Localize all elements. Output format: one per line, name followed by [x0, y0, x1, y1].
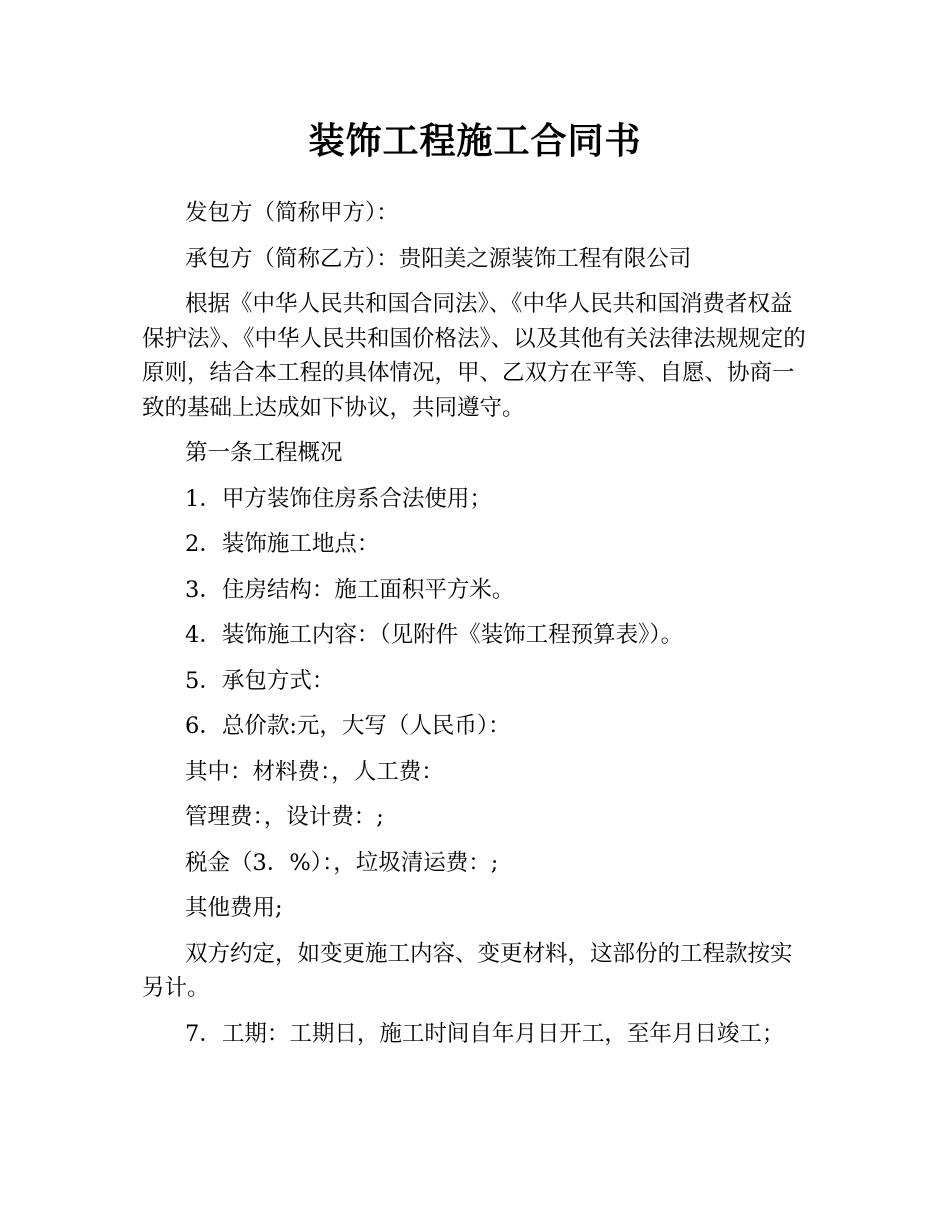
fee-line-tax-waste: 税金（3．%）：，垃圾清运费：; [185, 849, 499, 876]
section-heading-article-1: 第一条工程概况 [185, 440, 343, 466]
paragraph-employer: 发包方（简称甲方）： [185, 200, 399, 226]
paragraph-legal-basis: 根据《中华人民共和国合同法》、《中华人民共和国消费者权益保护法》、《中华人民共和国价格法》、以及其他有关法律法规规定的原则，结合本工程的具体情况，甲、乙双方在平等、自愿、协商一致的基础上达成如下协议，共同遵守。 [142, 291, 806, 421]
document-title: 装饰工程施工合同书 [308, 121, 642, 162]
fee-line-management-design: 管理费：，设计费：; [185, 804, 384, 830]
clause-5-contract-mode: 5．承包方式： [185, 667, 335, 694]
fee-line-materials-labor: 其中：材料费：，人工费： [185, 758, 444, 785]
document-body [142, 196, 814, 1062]
paragraph-change-agreement: 双方约定，如变更施工内容、变更材料，这部份的工程款按实另计。 [142, 940, 793, 1001]
clause-4-scope: 4．装饰施工内容：（见附件《装饰工程预算表》）。 [185, 622, 684, 648]
clause-1-legal-use: 1．甲方装饰住房系合法使用； [185, 485, 492, 512]
paragraph-contractor: 承包方（简称乙方）：贵阳美之源装饰工程有限公司 [185, 245, 692, 272]
clause-2-location: 2．装饰施工地点： [185, 531, 380, 557]
clause-6-total-price: 6．总价款:元，大写（人民币）： [185, 713, 511, 739]
fee-line-other: 其他费用; [185, 895, 283, 921]
clause-3-structure: 3．住房结构：施工面积平方米。 [185, 576, 515, 603]
clause-7-schedule: 7．工期：工期日，施工时间自年月日开工，至年月日竣工； [185, 1020, 785, 1047]
